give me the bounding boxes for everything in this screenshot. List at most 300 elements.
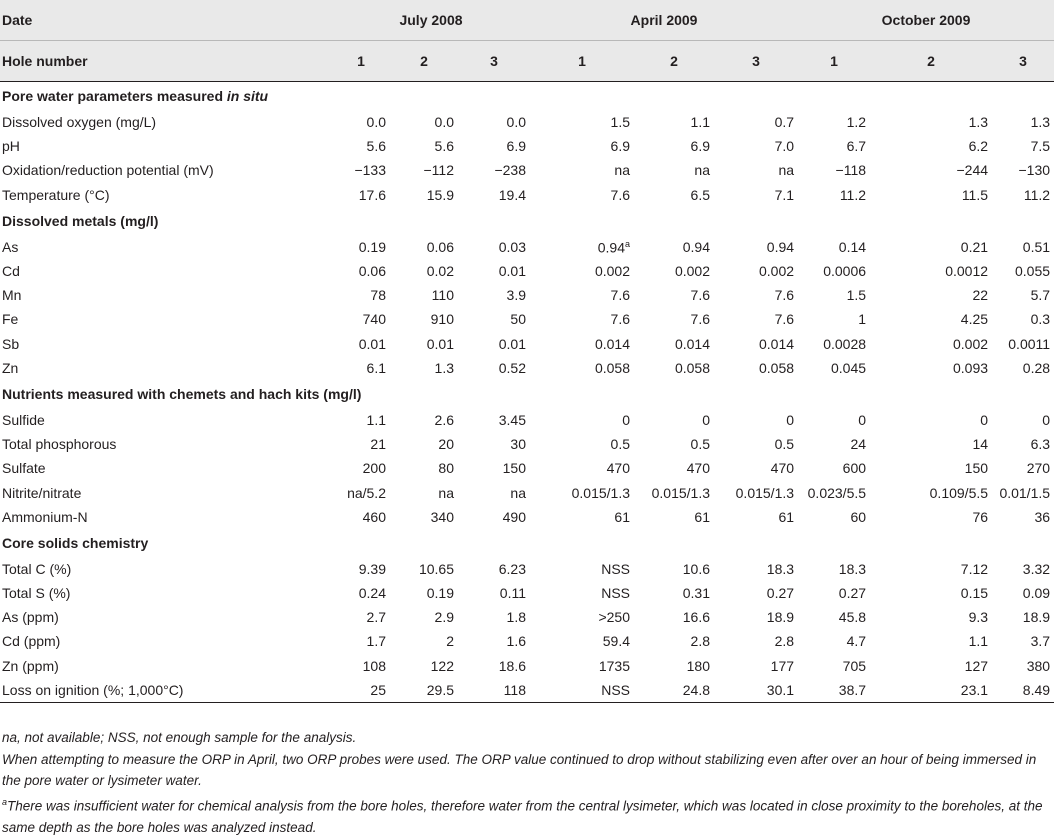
date-october-2009: October 2009: [798, 0, 1054, 41]
table-cell: [634, 629, 714, 653]
cell-value: 0.01: [426, 335, 454, 352]
table-cell: [530, 456, 634, 480]
table-cell: [458, 283, 530, 307]
table-body: [0, 82, 1054, 703]
section-title: [0, 82, 1054, 111]
footnote-a: [2, 792, 1052, 838]
cell-value: 1.1: [366, 411, 386, 428]
cell-value: 1.8: [506, 609, 526, 626]
table-cell: [992, 356, 1054, 380]
table-cell: [992, 307, 1054, 331]
table-row: [0, 332, 1054, 356]
cell-value: 0.002: [758, 263, 795, 280]
table-row: [0, 283, 1054, 307]
table-cell: [530, 408, 634, 432]
cell-value: 0: [980, 411, 989, 428]
row-label: As (ppm): [2, 609, 59, 626]
footnote-a-text: There was insufficient water for chemical analysis from the bore holes, therefore water from the central lysimeter, which was located in close proximity to the boreholes, at the same depth as the bore holes was analyzed instead.: [2, 798, 1043, 835]
table-cell: [870, 356, 992, 380]
row-label: Loss on ignition (%; 1,000°C): [0, 678, 332, 703]
table-cell: [870, 158, 992, 182]
cell-value: 0.51: [1022, 238, 1051, 255]
cell-value: 6.23: [498, 560, 526, 577]
table-cell: [992, 408, 1054, 432]
table-cell: [634, 110, 714, 134]
table-cell: [332, 235, 390, 259]
table-cell: [714, 110, 798, 134]
cell-value: 0.055: [1015, 263, 1051, 280]
row-label: As: [2, 238, 19, 255]
table-cell: [798, 678, 870, 703]
cell-value: 38.7: [838, 681, 867, 698]
table-cell: [332, 456, 390, 480]
hole-header: 1: [530, 41, 634, 82]
table-row: [0, 259, 1054, 283]
table-cell: [634, 183, 714, 207]
section-title-text: Nutrients measured with chemets and hach kits (mg/l): [2, 385, 362, 402]
cell-value: 470: [686, 460, 710, 477]
table-cell: [798, 557, 870, 581]
cell-value: 18.3: [766, 560, 795, 577]
section-title-text: Core solids chemistry: [2, 534, 149, 551]
cell-value: 10.6: [682, 560, 710, 577]
cell-value: 0.01: [498, 335, 526, 352]
table-cell: [992, 332, 1054, 356]
cell-value: 2.6: [434, 411, 454, 428]
cell-value: 36: [1034, 508, 1051, 525]
cell-value: −130: [1018, 162, 1051, 179]
cell-value: 0.94: [682, 238, 710, 255]
table-cell: [870, 183, 992, 207]
cell-value: 5.7: [1030, 287, 1051, 304]
table-cell: [870, 505, 992, 529]
table-cell: [798, 183, 870, 207]
table-row: [0, 356, 1054, 380]
table-cell: [390, 134, 458, 158]
table-cell: [798, 332, 870, 356]
cell-value: 0: [622, 411, 630, 428]
cell-value: 0: [786, 411, 795, 428]
table-row: [0, 408, 1054, 432]
table-cell: [798, 110, 870, 134]
cell-value: 7.5: [1030, 138, 1051, 155]
table-cell: [870, 605, 992, 629]
section-header-row: [0, 529, 1054, 557]
cell-value: 0.19: [358, 238, 386, 255]
table-cell: [390, 307, 458, 331]
table-cell: [458, 654, 530, 678]
cell-value: 1.5: [846, 287, 867, 304]
table-cell: [530, 307, 634, 331]
table-cell: [634, 283, 714, 307]
table-cell: [458, 505, 530, 529]
table-cell: [714, 134, 798, 158]
table-cell: [458, 557, 530, 581]
cell-value: 7.0: [774, 138, 795, 155]
date-label: Date: [0, 0, 332, 41]
table-row: [0, 235, 1054, 259]
table-cell: [634, 158, 714, 182]
cell-value: 4.7: [846, 633, 867, 650]
cell-value: 0.014: [594, 335, 630, 352]
cell-value: 61: [614, 508, 630, 525]
cell-value: 0.03: [498, 238, 526, 255]
cell-value: 30.1: [766, 681, 795, 698]
section-title: [0, 380, 1054, 408]
table-cell: [992, 432, 1054, 456]
table-cell: [714, 283, 798, 307]
cell-value: na: [694, 162, 710, 179]
table-cell: [714, 629, 798, 653]
cell-value: >250: [598, 609, 630, 626]
table-cell: [332, 581, 390, 605]
cell-value: 2.8: [774, 633, 795, 650]
table-cell: [798, 581, 870, 605]
cell-value: 0.0006: [823, 263, 867, 280]
cell-value: 200: [362, 460, 386, 477]
table-cell: [992, 183, 1054, 207]
cell-value: 3.32: [1022, 560, 1051, 577]
table-cell: [390, 678, 458, 703]
table-cell: [634, 332, 714, 356]
table-cell: [458, 134, 530, 158]
table-cell: [390, 235, 458, 259]
cell-value: 6.9: [610, 138, 630, 155]
cell-value: na/5.2: [347, 484, 386, 501]
cell-value: 5.6: [434, 138, 454, 155]
table-cell: [390, 408, 458, 432]
table-cell: [530, 605, 634, 629]
table-cell: [390, 581, 458, 605]
table-cell: [634, 654, 714, 678]
table-cell: [530, 557, 634, 581]
cell-value: 6.2: [968, 138, 989, 155]
section-title: [0, 207, 1054, 235]
table-cell: [458, 605, 530, 629]
table-cell: [992, 235, 1054, 259]
table-cell: [390, 629, 458, 653]
table-cell: [870, 557, 992, 581]
row-label: Zn (ppm): [2, 657, 59, 674]
footnote-orp: When attempting to measure the ORP in April, two ORP probes were used. The ORP value continued to drop without stabilizing even after over an hour of being immersed in the pore water or lysimeter water.: [2, 752, 1037, 788]
table-cell: [530, 235, 634, 259]
cell-value: 0.94: [766, 238, 795, 255]
hole-header: 2: [870, 41, 992, 82]
table-cell: [530, 332, 634, 356]
cell-value: 1.5: [610, 114, 630, 131]
table-cell: [332, 432, 390, 456]
cell-value: 0.002: [952, 335, 989, 352]
row-label: Dissolved oxygen (mg/L): [2, 114, 157, 131]
table-cell: [798, 456, 870, 480]
cell-value: 0.0: [434, 114, 454, 131]
cell-value: 0.28: [1022, 359, 1051, 376]
cell-value: na: [438, 484, 454, 501]
cell-value: 20: [438, 436, 454, 453]
cell-value: 21: [370, 436, 386, 453]
cell-value: 29.5: [426, 681, 454, 698]
table-header: [0, 0, 1054, 82]
table-cell: [798, 629, 870, 653]
table-cell: [714, 605, 798, 629]
table-cell: [332, 654, 390, 678]
cell-value: 78: [370, 287, 386, 304]
row-label: Ammonium-N: [2, 508, 88, 525]
cell-value: 0.109/5.5: [929, 484, 989, 501]
cell-value: 11.5: [961, 186, 989, 203]
cell-value: 150: [964, 460, 989, 477]
table-row: [0, 557, 1054, 581]
table-cell: [530, 629, 634, 653]
cell-value: 0.015/1.3: [651, 484, 710, 501]
table-cell: [332, 408, 390, 432]
table-cell: [714, 307, 798, 331]
table-cell: [992, 110, 1054, 134]
cell-value: 0.01: [358, 335, 386, 352]
table-cell: [634, 678, 714, 703]
cell-value: 7.6: [610, 311, 630, 328]
hole-number-label: Hole number: [0, 41, 332, 82]
cell-value: 45.8: [838, 609, 867, 626]
table-cell: [530, 480, 634, 504]
section-header-row: [0, 82, 1054, 111]
cell-value: 108: [362, 657, 386, 674]
table-cell: [530, 581, 634, 605]
row-label: Total phosphorous: [2, 436, 117, 453]
section-title-text: Pore water parameters measured: [2, 88, 227, 104]
table-cell: [390, 654, 458, 678]
cell-value: na: [778, 162, 795, 179]
table-cell: [992, 158, 1054, 182]
table-cell: [714, 678, 798, 703]
table-cell: [992, 456, 1054, 480]
table-cell: [992, 605, 1054, 629]
row-label: Fe: [2, 311, 19, 328]
cell-value: 7.1: [774, 186, 795, 203]
table-cell: [458, 183, 530, 207]
cell-value: 460: [362, 508, 386, 525]
table-row: [0, 605, 1054, 629]
table-cell: [798, 307, 870, 331]
cell-value: 7.6: [774, 311, 795, 328]
cell-value: 0.0: [506, 114, 526, 131]
cell-value: 25: [370, 681, 386, 698]
cell-value: 11.2: [1023, 186, 1051, 203]
cell-value: 705: [842, 657, 867, 674]
cell-value: 7.12: [960, 560, 989, 577]
date-april-2009: April 2009: [530, 0, 798, 41]
cell-value: 7.6: [610, 287, 630, 304]
cell-value: 1.1: [968, 633, 989, 650]
table-row: [0, 581, 1054, 605]
table-cell: [634, 307, 714, 331]
cell-value: 59.4: [602, 633, 630, 650]
table-cell: [332, 110, 390, 134]
table-cell: [798, 134, 870, 158]
cell-value: 15.9: [426, 186, 454, 203]
table-cell: [870, 235, 992, 259]
table-cell: [992, 557, 1054, 581]
table-cell: [870, 259, 992, 283]
cell-value: 1735: [598, 657, 630, 674]
table-cell: [992, 654, 1054, 678]
cell-value: 0.21: [960, 238, 989, 255]
cell-value: 1.6: [506, 633, 526, 650]
table-row: [0, 110, 1054, 134]
cell-value: 1.3: [1030, 114, 1051, 131]
cell-value: 0.94: [597, 239, 625, 256]
cell-value: 0: [1042, 411, 1051, 428]
cell-value: 18.9: [766, 609, 795, 626]
table-cell: [530, 110, 634, 134]
table-cell: [870, 678, 992, 703]
table-cell: [458, 678, 530, 703]
table-cell: [530, 134, 634, 158]
table-cell: [390, 480, 458, 504]
cell-value: 0.045: [830, 359, 867, 376]
table-cell: [870, 581, 992, 605]
table-cell: [530, 158, 634, 182]
cell-value: 16.6: [682, 609, 710, 626]
table-cell: [798, 158, 870, 182]
cell-value: 1.3: [434, 359, 454, 376]
cell-value: 6.3: [1030, 436, 1051, 453]
table-cell: [992, 259, 1054, 283]
cell-value: −133: [354, 162, 386, 179]
hole-header: 1: [332, 41, 390, 82]
table-cell: [332, 629, 390, 653]
cell-value: na: [614, 162, 630, 179]
cell-value: 0.5: [774, 436, 795, 453]
cell-value: −112: [423, 162, 454, 179]
table-cell: [458, 480, 530, 504]
table-cell: [992, 283, 1054, 307]
table-cell: [798, 235, 870, 259]
cell-value: NSS: [601, 560, 630, 577]
table-cell: [390, 183, 458, 207]
table-cell: [458, 158, 530, 182]
cell-value: 110: [431, 287, 454, 304]
cell-value: 3.9: [506, 287, 526, 304]
footnote-a-mark: a: [2, 797, 8, 807]
table-cell: [332, 134, 390, 158]
cell-value: 6.7: [846, 138, 867, 155]
table-cell: [390, 259, 458, 283]
cell-value: −244: [956, 162, 989, 179]
row-label: Sulfide: [2, 411, 45, 428]
date-july-2008: July 2008: [332, 0, 530, 41]
cell-value: 61: [694, 508, 710, 525]
table-cell: [332, 557, 390, 581]
table-cell: [332, 678, 390, 703]
cell-value: 2.8: [690, 633, 710, 650]
cell-value: 0.31: [682, 585, 710, 602]
cell-value: 80: [438, 460, 454, 477]
table-cell: [798, 356, 870, 380]
cell-value: 0.52: [498, 359, 526, 376]
row-label: pH: [2, 138, 20, 155]
cell-value: 6.5: [690, 186, 710, 203]
cell-value: −118: [835, 162, 867, 179]
table-row: [0, 654, 1054, 678]
cell-value: 24.8: [682, 681, 710, 698]
hole-header: 2: [634, 41, 714, 82]
cell-value: 1.1: [690, 114, 710, 131]
table-cell: [798, 654, 870, 678]
table-cell: [530, 432, 634, 456]
table-row: [0, 480, 1054, 504]
cell-value: 22: [972, 287, 989, 304]
cell-value: 18.6: [498, 657, 526, 674]
row-label: Sulfate: [2, 460, 46, 477]
cell-value: 24: [850, 436, 867, 453]
cell-value: 340: [430, 508, 454, 525]
cell-value: 18.9: [1022, 609, 1051, 626]
table-cell: [390, 332, 458, 356]
cell-value: 270: [1026, 460, 1051, 477]
cell-value: 0.01/1.5: [999, 484, 1051, 501]
date-header-row: [0, 0, 1054, 41]
row-label: Cd: [2, 263, 20, 280]
cell-value: 76: [972, 508, 989, 525]
cell-value: 122: [430, 657, 454, 674]
table-cell: [870, 654, 992, 678]
cell-value: 0.24: [358, 585, 386, 602]
cell-value: 60: [850, 508, 867, 525]
section-header-row: [0, 207, 1054, 235]
cell-value: 150: [502, 460, 526, 477]
table-cell: [992, 134, 1054, 158]
cell-value: 0.058: [758, 359, 795, 376]
cell-value: 18.3: [838, 560, 867, 577]
hole-header-row: [0, 41, 1054, 82]
table-cell: [390, 110, 458, 134]
row-label: Total S (%): [2, 585, 71, 602]
table-cell: [870, 480, 992, 504]
cell-value: NSS: [601, 585, 630, 602]
cell-value: −238: [494, 162, 526, 179]
cell-value: 2.9: [434, 609, 454, 626]
cell-value: 0.5: [690, 436, 710, 453]
cell-value: 14: [972, 436, 989, 453]
table-cell: [870, 408, 992, 432]
cell-value: 1.2: [846, 114, 867, 131]
table-cell: [714, 456, 798, 480]
table-row: [0, 134, 1054, 158]
cell-value: 0.02: [426, 263, 454, 280]
cell-value: 0.01: [498, 263, 526, 280]
table-cell: [870, 110, 992, 134]
row-label: Temperature (°C): [2, 186, 110, 203]
section-title-italic: in situ: [226, 88, 269, 104]
table-cell: [634, 356, 714, 380]
section-title: [0, 529, 1054, 557]
table-cell: [714, 480, 798, 504]
cell-value: 50: [510, 311, 526, 328]
table-row: [0, 307, 1054, 331]
table-cell: [332, 283, 390, 307]
table-cell: [332, 183, 390, 207]
cell-value: 0.014: [758, 335, 795, 352]
table-cell: [870, 456, 992, 480]
cell-value: 0.15: [960, 585, 989, 602]
table-cell: [634, 557, 714, 581]
table-row: [0, 678, 1054, 703]
table-cell: [458, 408, 530, 432]
table-cell: [634, 432, 714, 456]
table-row: [0, 456, 1054, 480]
table-cell: [458, 259, 530, 283]
